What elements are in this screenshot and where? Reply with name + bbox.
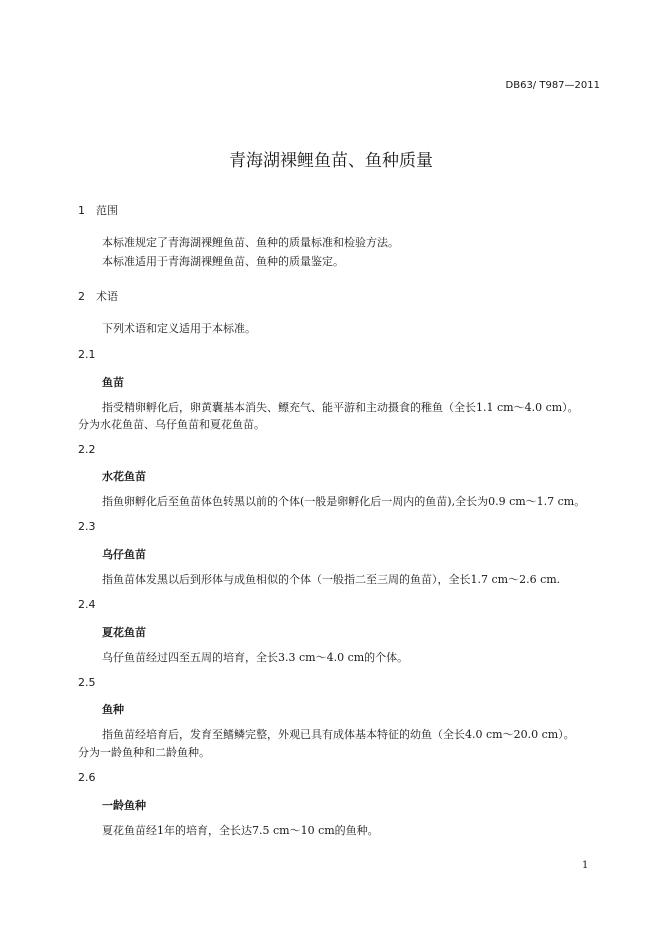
definition-text: 指鱼苗体发黑以后到形体与成鱼相似的个体（一般指二至三周的鱼苗），全长1.7 cm～2.6 cm. (102, 573, 561, 586)
paragraph: 本标准规定了青海湖裸鲤鱼苗、鱼种的质量标准和检验方法。 (102, 236, 399, 249)
subsection-number: 2.6 (78, 771, 96, 784)
term-name: 水花鱼苗 (102, 470, 146, 483)
definition-text: 分为水花鱼苗、乌仔鱼苗和夏花鱼苗。 (78, 418, 265, 431)
term-name: 鱼种 (102, 703, 124, 716)
section-title: 术语 (96, 290, 118, 303)
section-number: 2 (78, 290, 85, 303)
subsection-number: 2.5 (78, 676, 96, 689)
definition-text: 分为一龄鱼种和二龄鱼种。 (78, 746, 210, 759)
definition-text: 指鱼苗经培育后，发育至鳍鳞完整，外观已具有成体基本特征的幼鱼（全长4.0 cm～20.0 cm）。 (102, 728, 575, 741)
definition-text: 指受精卵孵化后，卵黄囊基本消失、鳔充气、能平游和主动摄食的稚鱼（全长1.1 cm～4.0 cm）。 (102, 401, 579, 414)
definition-text: 夏花鱼苗经1年的培育，全长达7.5 cm～10 cm的鱼种。 (102, 824, 379, 837)
term-name: 夏花鱼苗 (102, 626, 146, 639)
subsection-number: 2.2 (78, 443, 96, 456)
document-title: 青海湖裸鲤鱼苗、鱼种质量 (229, 151, 433, 171)
term-name: 一龄鱼种 (102, 799, 146, 812)
section-heading (78, 288, 118, 304)
paragraph: 下列术语和定义适用于本标准。 (102, 322, 256, 335)
definition-text: 乌仔鱼苗经过四至五周的培育，全长3.3 cm～4.0 cm的个体。 (102, 651, 409, 664)
section-heading (78, 202, 118, 218)
subsection-number: 2.4 (78, 598, 96, 611)
subsection-number: 2.1 (78, 348, 96, 361)
page-number: 1 (582, 860, 589, 871)
definition-text: 指鱼卵孵化后至鱼苗体色转黑以前的个体(一般是卵孵化后一周内的鱼苗),全长为0.9 cm～1.7 cm。 (102, 495, 586, 508)
term-name: 乌仔鱼苗 (102, 548, 146, 561)
section-title: 范围 (96, 204, 118, 217)
subsection-number: 2.3 (78, 520, 96, 533)
term-name: 鱼苗 (102, 376, 124, 389)
section-number: 1 (78, 204, 85, 217)
document-code: DB63/ T987—2011 (505, 80, 600, 91)
paragraph: 本标准适用于青海湖裸鲤鱼苗、鱼种的质量鉴定。 (102, 255, 344, 268)
